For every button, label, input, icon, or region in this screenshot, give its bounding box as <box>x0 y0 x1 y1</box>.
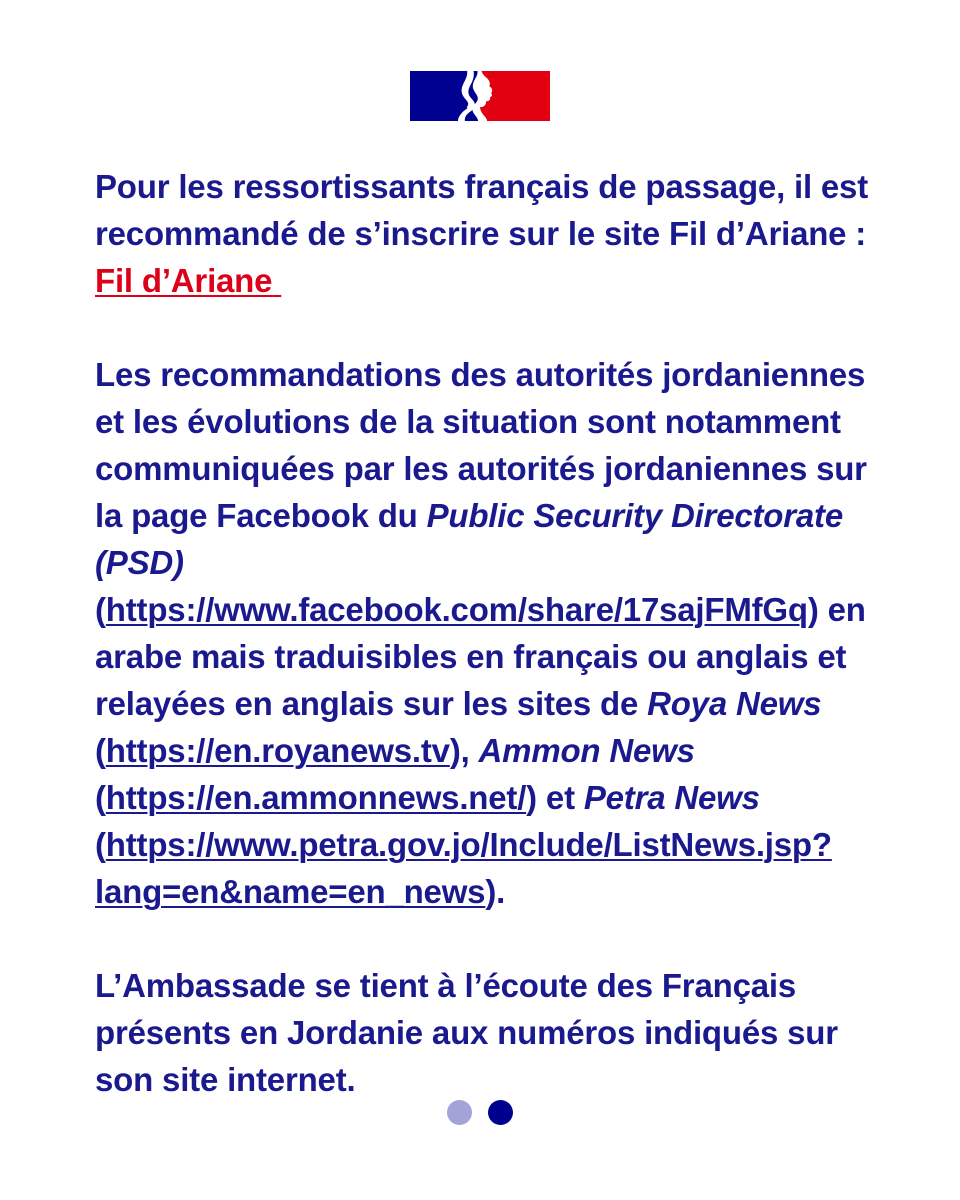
org-name-roya-news: Roya News <box>647 685 822 722</box>
text-segment-1: Les recommandations des autorités jordaniennes et les évolutions de la situation sont notamment communiquées par les autorités jordaniennes sur la page Facebook du <box>95 356 867 534</box>
marianne-icon <box>410 71 550 121</box>
text-segment-5: ), <box>449 732 479 769</box>
paragraph-registration <box>95 163 885 304</box>
pagination-dot-2[interactable] <box>488 1100 513 1125</box>
fil-dariane-link-trailing-space <box>272 262 281 299</box>
fil-dariane-link[interactable]: Fil d’Ariane <box>95 262 273 299</box>
text-segment-8: ( <box>95 826 106 863</box>
republique-francaise-logo <box>410 71 550 121</box>
ammon-news-link[interactable]: https://en.ammonnews.net/ <box>105 779 527 816</box>
paragraph-embassy-contact: L’Ambassade se tient à l’écoute des Français présents en Jordanie aux numéros indiqués sur son site internet. <box>95 967 838 1098</box>
org-name-ammon-news: Ammon News <box>478 732 695 769</box>
paragraph-1-line-2: recommandé de s’inscrire sur le site Fil d’Ariane : <box>95 215 867 252</box>
pagination-dots <box>0 1100 960 1125</box>
petra-news-link[interactable]: https://www.petra.gov.jo/Include/ListNews.jsp?lang=en&name=en_news <box>95 826 832 910</box>
text-segment-7: ) et <box>526 779 584 816</box>
paragraph-1-line-1: Pour les ressortissants français de passage, il est <box>95 168 869 205</box>
org-name-psd: Public Security Directorate (PSD) <box>95 497 843 581</box>
paragraph-authorities-sources <box>95 351 885 915</box>
text-segment-9: ). <box>485 873 506 910</box>
org-name-petra-news: Petra News <box>583 779 760 816</box>
pagination-dot-1[interactable] <box>447 1100 472 1125</box>
announcement-body <box>95 163 885 1103</box>
text-segment-3: ) en arabe mais traduisibles en français ou anglais et relayées en anglais sur les sites de <box>95 591 866 722</box>
facebook-psd-link[interactable]: https://www.facebook.com/share/17sajFMfGq <box>105 591 808 628</box>
text-segment-4: ( <box>95 732 106 769</box>
text-segment-6: ( <box>95 779 106 816</box>
text-segment-2: ( <box>95 591 106 628</box>
roya-news-link[interactable]: https://en.royanews.tv <box>105 732 450 769</box>
